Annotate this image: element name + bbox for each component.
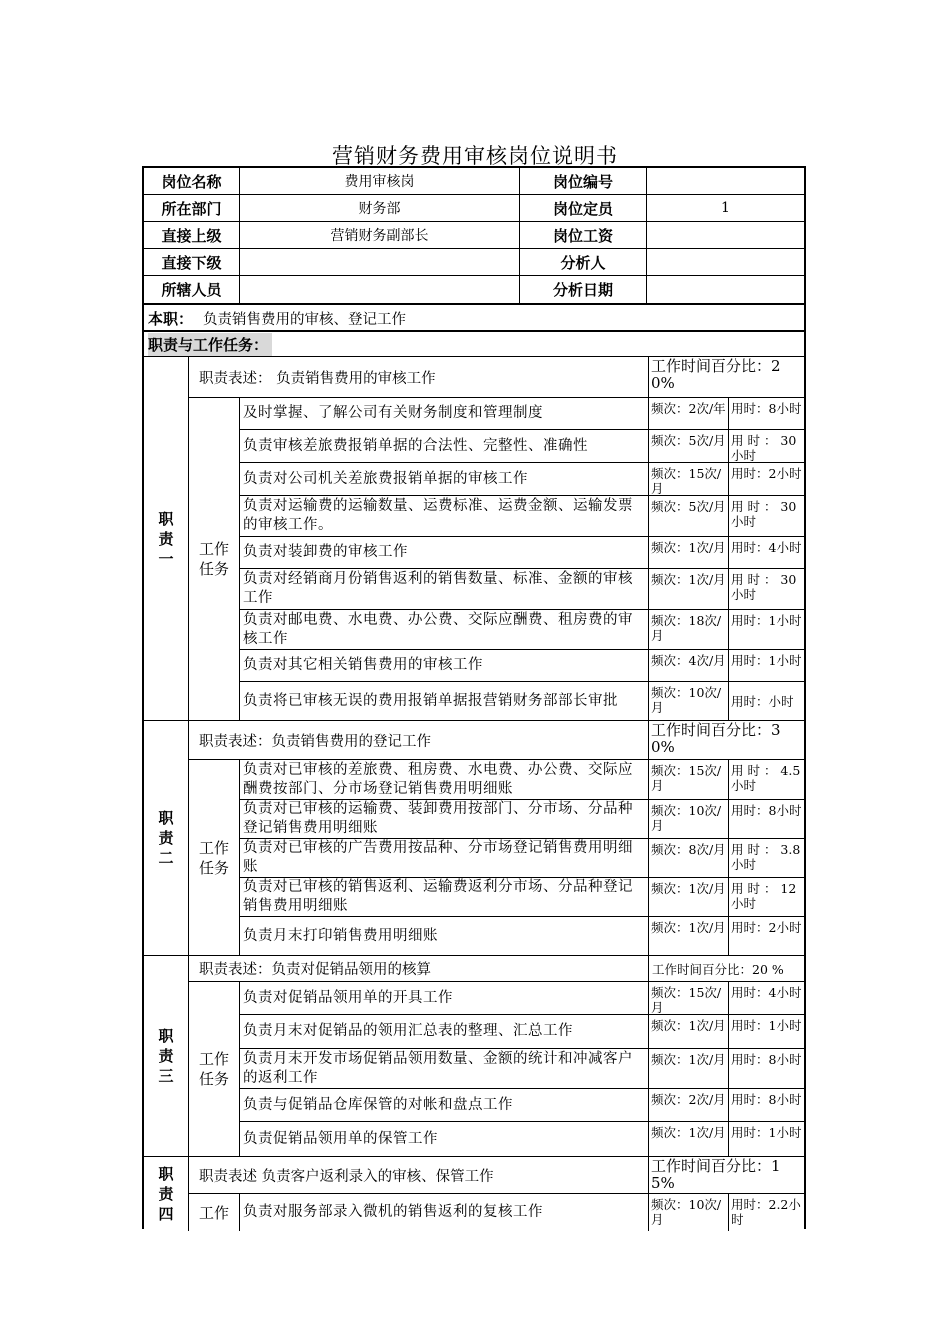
task-2-5-freq: 频次：1次/月 <box>651 920 726 935</box>
salary-value <box>647 222 804 248</box>
task-3-5-time: 用时：1小时 <box>731 1125 802 1140</box>
job-description-table <box>142 166 806 1229</box>
task-2-4-time: 用 时 ： 12小时 <box>731 881 797 911</box>
task-4-1-freq: 频次：10次/月 <box>651 1197 722 1227</box>
task-1-5-freq: 频次：1次/月 <box>651 540 726 555</box>
task-1-5-time: 用时：4小时 <box>731 540 802 555</box>
task-1-6: 负责对经销商月份销售返利的销售数量、标准、金额的审核工作 <box>243 571 633 606</box>
superior-label: 直接上级 <box>161 226 222 245</box>
task-1-2-time: 用 时 ： 30小时 <box>731 433 797 462</box>
task-3-3-freq: 频次：1次/月 <box>651 1052 726 1067</box>
task-2-3-time: 用 时 ： 3.8小时 <box>731 842 801 872</box>
task-2-1-time: 用 时 ： 4.5小时 <box>731 763 801 793</box>
main-duty-row <box>144 305 804 331</box>
task-1-6-time: 用 时 ： 30小时 <box>731 572 797 602</box>
task-2-2-freq: 频次：10次/月 <box>651 803 722 833</box>
task-1-4: 负责对运输费的运输数量、运费标准、运费金额、运输发票的审核工作。 <box>243 498 633 533</box>
subordinate-label: 直接下级 <box>161 253 222 272</box>
task-1-8-freq: 频次：4次/月 <box>651 653 726 668</box>
section-4-name: 职责四 <box>158 1165 174 1223</box>
task-2-4-freq: 频次：1次/月 <box>651 881 726 896</box>
task-2-5-time: 用时：2小时 <box>731 920 802 935</box>
task-1-8: 负责对其它相关销售费用的审核工作 <box>243 657 483 673</box>
task-1-7-freq: 频次：18次/月 <box>651 613 722 643</box>
task-2-1-freq: 频次：15次/月 <box>651 763 722 793</box>
task-3-2-time: 用时：1小时 <box>731 1018 802 1033</box>
task-3-3: 负责月末开发市场促销品领用数量、金额的统计和冲减客户的返利工作 <box>243 1050 633 1086</box>
task-1-5: 负责对装卸费的审核工作 <box>243 544 408 560</box>
task-1-4-time: 用 时 ： 30小时 <box>731 499 797 529</box>
task-2-3-freq: 频次：8次/月 <box>651 842 726 857</box>
post-name-label: 岗位名称 <box>161 172 222 191</box>
subordinate-value <box>240 249 519 275</box>
section-1-pct: 工作时间百分比：20% <box>651 357 781 392</box>
task-1-2: 负责审核差旅费报销单据的合法性、完整性、准确性 <box>243 437 588 454</box>
task-1-9: 负责将已审核无误的费用报销单据报营销财务部部长审批 <box>243 692 618 709</box>
department-label: 所在部门 <box>161 199 222 218</box>
task-2-2: 负责对已审核的运输费、装卸费用按部门、分市场、分品种登记销售费用明细账 <box>243 801 633 836</box>
section-2-task-label: 工作任务 <box>198 838 229 877</box>
task-2-3: 负责对已审核的广告费用按品种、分市场登记销售费用明细账 <box>243 840 633 875</box>
task-3-3-time: 用时：8小时 <box>731 1052 802 1067</box>
task-2-1: 负责对已审核的差旅费、租房费、水电费、办公费、交际应酬费按部门、分市场登记销售费用明细账 <box>243 761 633 797</box>
main-duty-label: 本职： <box>148 309 194 328</box>
task-1-9-time: 用时：小时 <box>731 693 794 709</box>
analyst-label: 分析人 <box>560 253 606 272</box>
task-1-2-freq: 频次：5次/月 <box>651 433 726 448</box>
task-3-5-freq: 频次：1次/月 <box>651 1125 726 1140</box>
duties-header: 职责与工作任务： <box>144 332 804 356</box>
headcount-label: 岗位定员 <box>552 199 613 218</box>
task-3-2: 负责月末对促销品的领用汇总表的整理、汇总工作 <box>243 1023 573 1039</box>
staff-value <box>240 276 519 303</box>
analysis-date-label: 分析日期 <box>552 281 613 299</box>
task-1-1-time: 用时：8小时 <box>731 401 802 416</box>
task-1-3-time: 用时：2小时 <box>731 466 802 481</box>
section-4-task-label: 工作 <box>198 1203 229 1222</box>
task-1-1-freq: 频次：2次/年 <box>651 401 726 416</box>
section-4-desc: 职责表述 负责客户返利录入的审核、保管工作 <box>199 1168 494 1185</box>
headcount-value: 1 <box>721 200 730 216</box>
task-3-5: 负责促销品领用单的保管工作 <box>243 1130 438 1147</box>
section-1-desc: 职责表述： 负责销售费用的审核工作 <box>199 370 436 387</box>
task-1-6-freq: 频次：1次/月 <box>651 572 726 587</box>
task-1-9-freq: 频次：10次/月 <box>651 685 722 715</box>
task-2-2-time: 用时：8小时 <box>731 803 802 818</box>
section-1-task-label: 工作任务 <box>198 540 229 578</box>
analyst-value <box>647 249 804 275</box>
department-value: 财务部 <box>358 201 401 217</box>
section-3-task-label: 工作任务 <box>198 1050 229 1088</box>
task-1-7: 负责对邮电费、水电费、办公费、交际应酬费、租房费的审核工作 <box>243 611 633 647</box>
analysis-date-value <box>647 276 804 303</box>
task-3-4: 负责与促销品仓库保管的对帐和盘点工作 <box>243 1096 513 1113</box>
task-3-4-freq: 频次：2次/月 <box>651 1092 726 1107</box>
task-3-1-time: 用时：4小时 <box>731 985 802 1000</box>
task-2-5: 负责月末打印销售费用明细账 <box>243 927 438 944</box>
post-code-value <box>647 168 804 194</box>
task-1-1: 及时掌握、了解公司有关财务制度和管理制度 <box>243 405 543 421</box>
task-4-1-time: 用时：2.2小时 <box>731 1197 801 1227</box>
page-title: 营销财务费用审核岗位说明书 <box>332 144 618 168</box>
superior-value: 营销财务副部长 <box>330 228 429 244</box>
task-3-1-freq: 频次：15次/月 <box>651 985 722 1014</box>
task-2-4: 负责对已审核的销售返利、运输费返利分市场、分品种登记销售费用明细账 <box>243 879 633 914</box>
task-3-1: 负责对促销品领用单的开具工作 <box>243 989 453 1006</box>
post-name-value: 费用审核岗 <box>344 174 415 190</box>
task-1-8-time: 用时：1小时 <box>731 653 802 668</box>
task-1-3: 负责对公司机关差旅费报销单据的审核工作 <box>243 470 528 487</box>
main-duty-text: 负责销售费用的审核、登记工作 <box>203 311 407 328</box>
section-1-name: 职责一 <box>158 509 174 568</box>
post-code-label: 岗位编号 <box>552 172 613 191</box>
section-3-desc: 职责表述：负责对促销品领用的核算 <box>199 962 431 978</box>
task-4-1: 负责对服务部录入微机的销售返利的复核工作 <box>243 1204 543 1220</box>
section-3-name: 职责三 <box>158 1027 174 1085</box>
task-3-4-time: 用时：8小时 <box>731 1092 802 1107</box>
section-2-pct: 工作时间百分比：30% <box>651 721 781 756</box>
task-3-2-freq: 频次：1次/月 <box>651 1018 726 1033</box>
staff-label: 所辖人员 <box>161 281 222 299</box>
task-1-4-freq: 频次：5次/月 <box>651 499 726 514</box>
task-1-3-freq: 频次：15次/月 <box>651 466 722 495</box>
section-3-pct: 工作时间百分比：20 % <box>652 961 784 977</box>
task-1-7-time: 用时：1小时 <box>731 613 802 628</box>
section-2-name: 职责二 <box>158 809 174 867</box>
salary-label: 岗位工资 <box>552 226 613 245</box>
section-2-desc: 职责表述：负责销售费用的登记工作 <box>199 733 431 750</box>
section-4-pct: 工作时间百分比：15% <box>651 1157 781 1192</box>
